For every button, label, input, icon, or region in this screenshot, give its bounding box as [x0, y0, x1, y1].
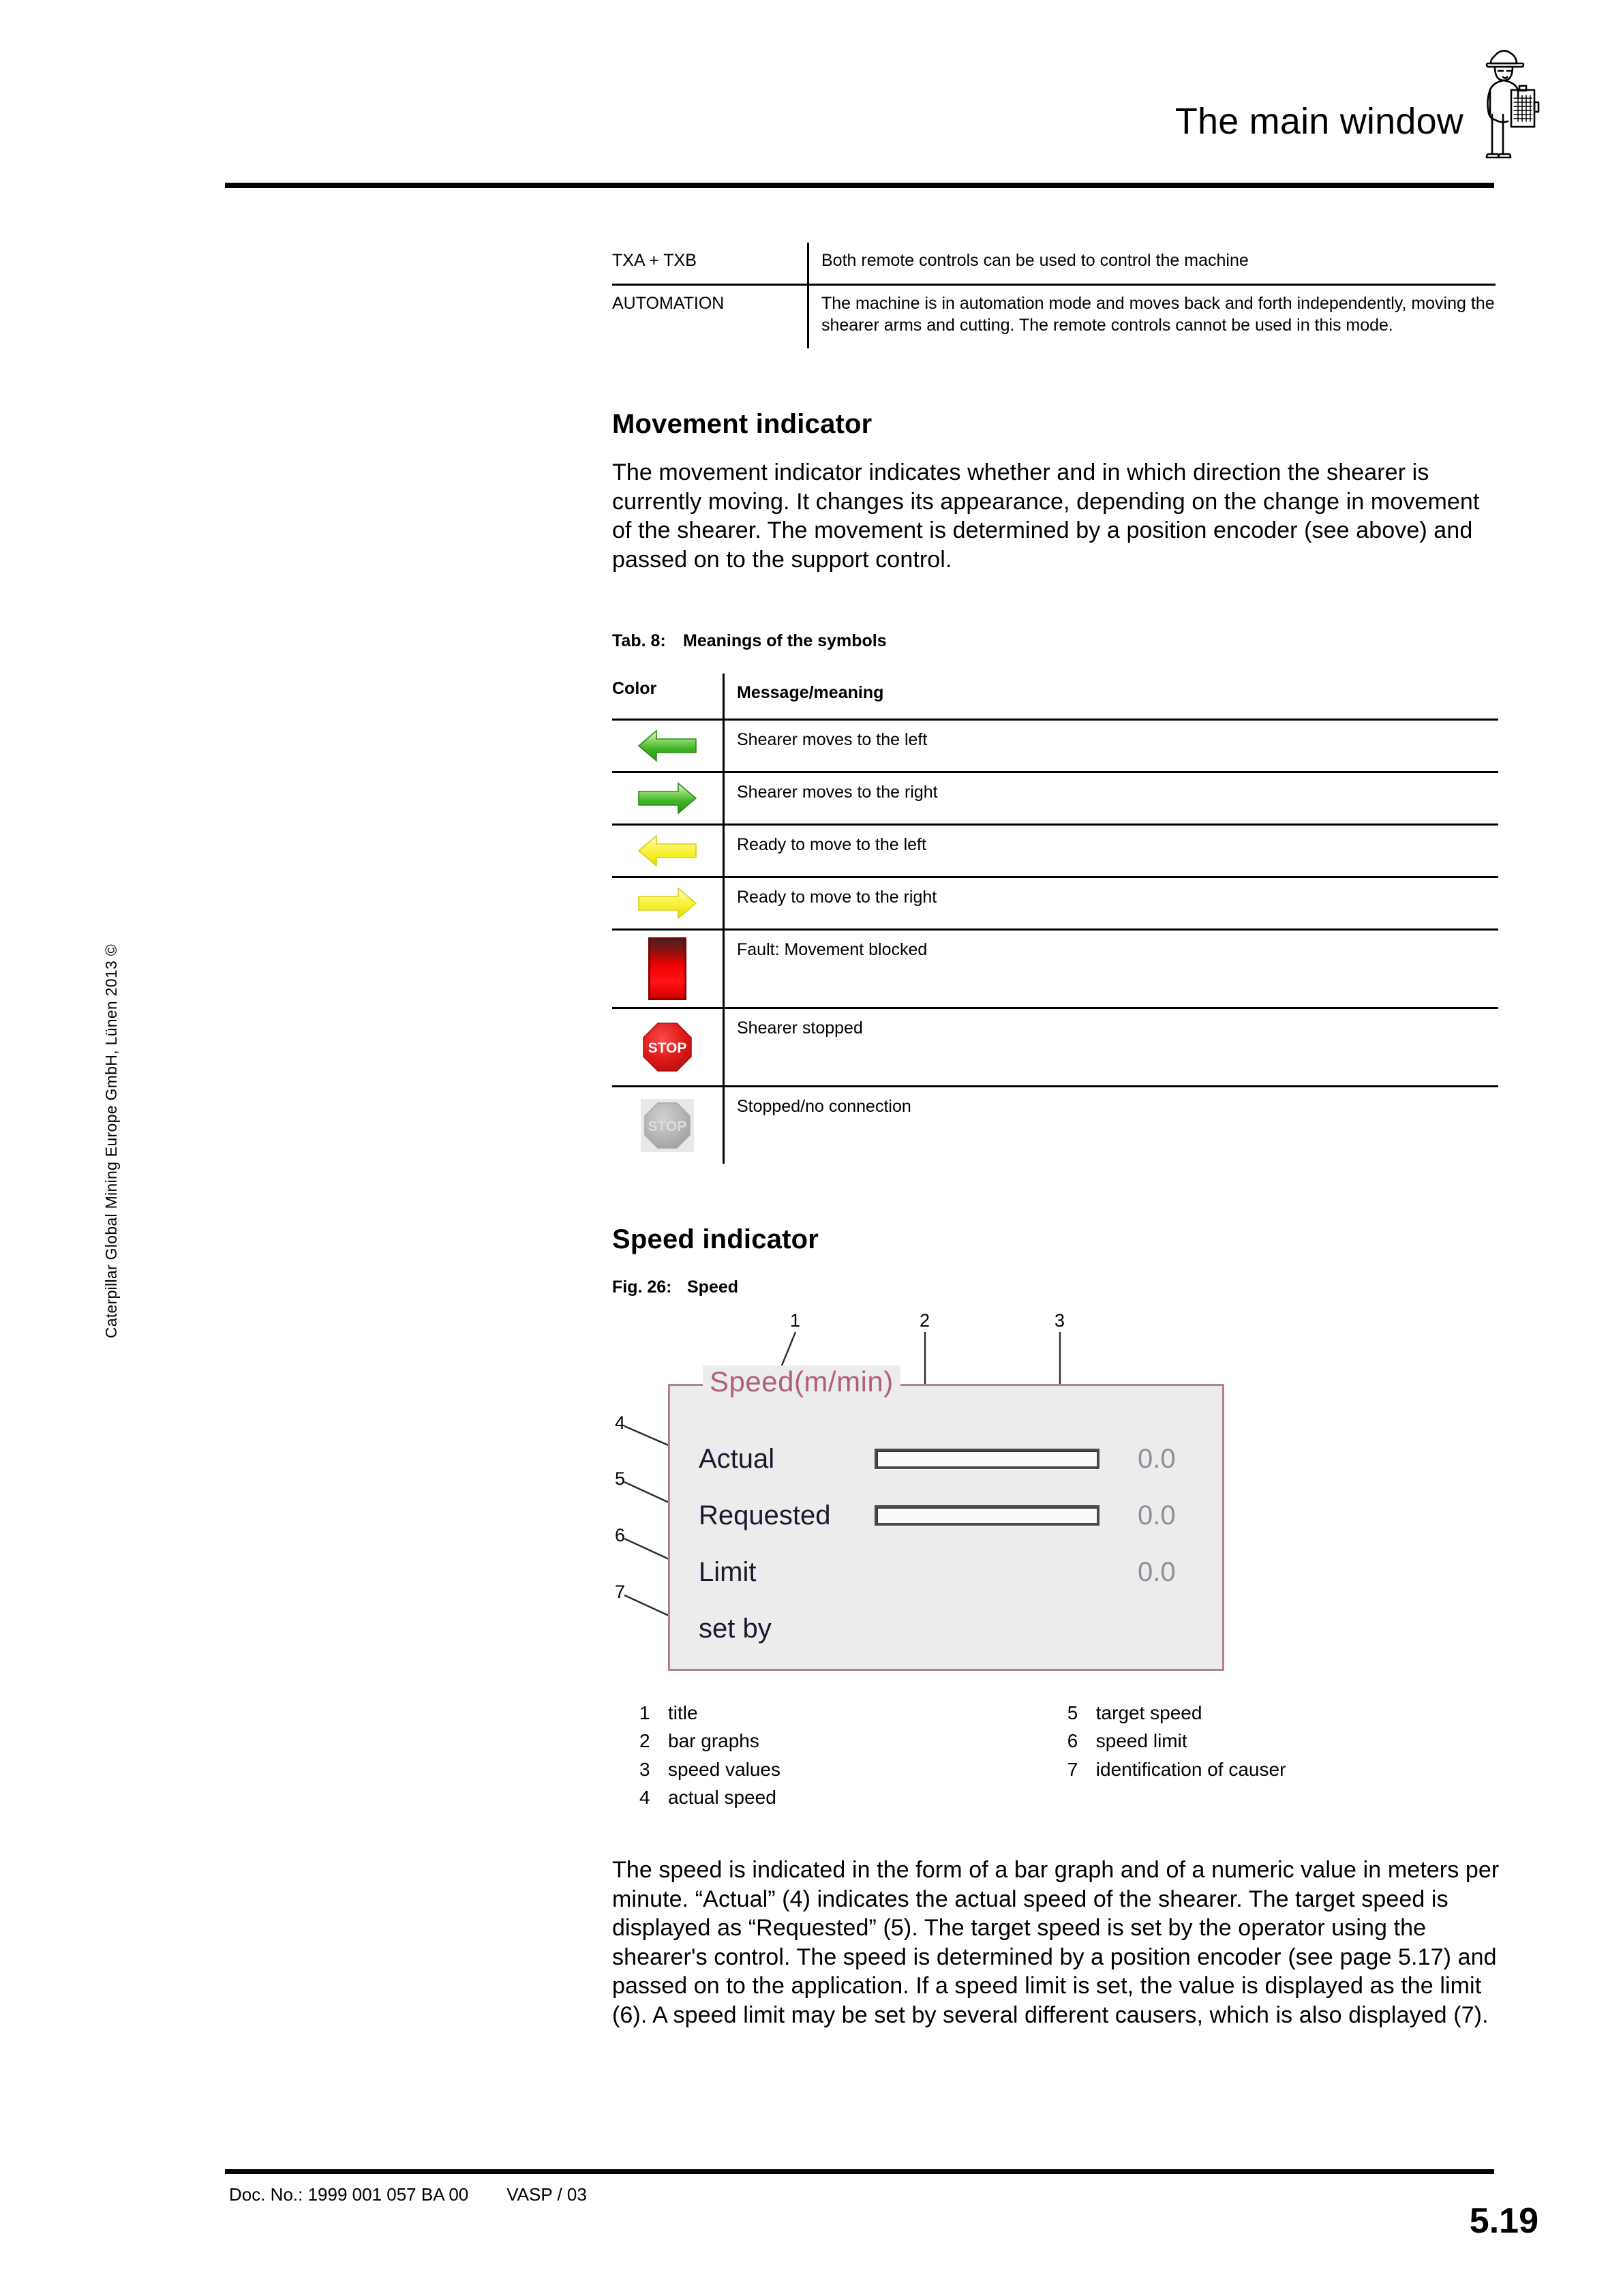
- requested-speed-bar: [875, 1505, 1099, 1526]
- red-bar-fault-icon: [648, 937, 686, 1000]
- key-number: 5: [1067, 1702, 1078, 1723]
- key-text: identification of causer: [1095, 1758, 1286, 1780]
- key-number: 4: [639, 1787, 650, 1809]
- figure-key-list: [639, 1699, 1430, 1812]
- page-title: The main window: [1174, 101, 1463, 142]
- green-arrow-right-icon: [636, 779, 699, 817]
- stop-sign-text: STOP: [648, 1119, 687, 1134]
- stop-sign-red-icon: [641, 1021, 694, 1074]
- column-header-color: Color: [612, 679, 657, 698]
- stop-sign-text: STOP: [648, 1040, 687, 1056]
- key-number: 6: [1067, 1730, 1078, 1752]
- list-item: [1067, 1755, 1286, 1783]
- speed-indicator-figure: [600, 1309, 1363, 1677]
- symbol-message: Stopped/no connection: [724, 1087, 1499, 1164]
- callout-2: 2: [920, 1310, 930, 1331]
- copyright-notice: Caterpillar Global Mining Europe GmbH, Lünen 2013 ©: [102, 944, 120, 1339]
- footer-document-info: [229, 2184, 587, 2205]
- symbol-message: Ready to move to the right: [724, 877, 1499, 930]
- speed-row-actual: [670, 1440, 1222, 1477]
- table-row: [612, 1087, 1498, 1164]
- callout-1: 1: [790, 1310, 801, 1331]
- column-header-message: Message/meaning: [724, 674, 1499, 720]
- symbol-cell: [612, 930, 724, 1008]
- table-row: [612, 285, 1496, 349]
- footer-doc-number: Doc. No.: 1999 001 057 BA 00: [229, 2184, 469, 2205]
- operating-modes-table: [612, 243, 1496, 348]
- key-text: title: [668, 1702, 698, 1723]
- key-number: 2: [639, 1730, 650, 1752]
- key-number: 7: [1067, 1758, 1078, 1780]
- footer-revision: VASP / 03: [506, 2184, 587, 2205]
- symbol-message: Ready to move to the left: [724, 825, 1499, 877]
- key-text: actual speed: [668, 1787, 776, 1809]
- symbol-message: Shearer moves to the right: [724, 772, 1499, 825]
- speed-row-limit: [670, 1554, 1222, 1590]
- speed-indicator-body: The speed is indicated in the form of a bar graph and of a numeric value in meters per minute. “Actual” (4) indicates the actual speed of the shearer. The target speed is displayed as “Requested” (5). The target speed is set by the operator using the shearer's control. The speed is determined by a position encoder (see page 5.17) and passed on to the application. If a speed limit is set, the value is displayed as the limit (6). A speed limit may be set by several different causers, which is also displayed (7).: [612, 1857, 1500, 2028]
- symbols-meaning-table: [612, 674, 1498, 1164]
- key-text: speed limit: [1095, 1730, 1187, 1752]
- callout-4: 4: [615, 1413, 626, 1433]
- table-row: [612, 825, 1498, 877]
- table-row: [612, 720, 1498, 772]
- symbol-cell: [612, 772, 724, 825]
- set-by-label: set by: [699, 1613, 772, 1644]
- list-item: [639, 1783, 1062, 1811]
- mode-description: Both remote controls can be used to control the machine: [808, 243, 1496, 285]
- symbol-cell: [612, 720, 724, 772]
- figure-caption-number: Fig. 26:: [612, 1278, 672, 1297]
- speed-row-requested: [670, 1497, 1222, 1534]
- speed-panel: [668, 1365, 1224, 1671]
- table-row: [612, 877, 1498, 930]
- table-row: [612, 243, 1496, 285]
- actual-speed-value: 0.0: [1138, 1443, 1176, 1474]
- figure-caption-text: Speed: [687, 1278, 739, 1297]
- key-text: speed values: [668, 1758, 781, 1780]
- symbol-message: Shearer stopped: [724, 1008, 1499, 1087]
- symbol-cell: [612, 1087, 724, 1164]
- figure-key-column-right: [1067, 1699, 1286, 1783]
- list-item: [1067, 1727, 1286, 1755]
- table-8-caption: [612, 631, 887, 651]
- actual-speed-label: Actual: [699, 1443, 775, 1474]
- table-row: [612, 772, 1498, 825]
- key-number: 1: [639, 1702, 650, 1723]
- symbol-message: Fault: Movement blocked: [724, 930, 1499, 1008]
- figure-26-caption: [612, 1278, 738, 1297]
- key-number: 3: [639, 1758, 650, 1780]
- movement-indicator-body: The movement indicator indicates whether and in which direction the shearer is currently moving. It changes its appearance, depending on the change in movement of the shearer. The movement is determined by a position encoder (see above) and passed on to the support control.: [612, 459, 1480, 573]
- green-arrow-left-icon: [636, 727, 699, 765]
- movement-indicator-heading: Movement indicator: [612, 409, 873, 439]
- symbol-message: Shearer moves to the left: [724, 720, 1499, 772]
- speed-panel-title: Speed(m/min): [703, 1365, 900, 1398]
- table-caption-text: Meanings of the symbols: [683, 631, 887, 650]
- stop-sign-gray-icon: [641, 1099, 694, 1152]
- requested-speed-value: 0.0: [1138, 1500, 1176, 1530]
- list-item: [639, 1755, 1062, 1783]
- header-divider: [225, 183, 1494, 188]
- symbol-cell: [612, 877, 724, 930]
- figure-key-column-left: [639, 1699, 1062, 1812]
- yellow-arrow-left-icon: [636, 832, 699, 870]
- miner-with-clipboard-icon: [1476, 40, 1541, 176]
- speed-limit-value: 0.0: [1138, 1556, 1176, 1587]
- callout-7: 7: [615, 1582, 626, 1602]
- symbol-cell: [612, 825, 724, 877]
- page-header: [0, 0, 1623, 198]
- requested-speed-label: Requested: [699, 1500, 831, 1530]
- callout-6: 6: [615, 1525, 626, 1545]
- speed-indicator-heading: Speed indicator: [612, 1224, 819, 1254]
- callout-3: 3: [1055, 1310, 1065, 1331]
- table-header-row: [612, 674, 1498, 720]
- speed-row-set-by: [670, 1610, 1222, 1647]
- page-number: 5.19: [1469, 2201, 1538, 2241]
- speed-limit-label: Limit: [699, 1556, 757, 1587]
- mode-name: AUTOMATION: [612, 285, 808, 349]
- list-item: [639, 1699, 1062, 1727]
- list-item: [639, 1727, 1062, 1755]
- mode-description: The machine is in automation mode and moves back and forth independently, moving the shearer arms and cutting. The remote controls cannot be used in this mode.: [808, 285, 1496, 349]
- table-row: [612, 1008, 1498, 1087]
- table-caption-number: Tab. 8:: [612, 631, 666, 650]
- key-text: target speed: [1095, 1702, 1202, 1723]
- mode-name: TXA + TXB: [612, 251, 697, 270]
- table-row: [612, 930, 1498, 1008]
- actual-speed-bar: [875, 1449, 1099, 1469]
- footer-divider: [225, 2169, 1494, 2174]
- symbol-cell: [612, 1008, 724, 1087]
- yellow-arrow-right-icon: [636, 884, 699, 922]
- list-item: [1067, 1699, 1286, 1727]
- key-text: bar graphs: [668, 1730, 759, 1752]
- callout-5: 5: [615, 1468, 626, 1489]
